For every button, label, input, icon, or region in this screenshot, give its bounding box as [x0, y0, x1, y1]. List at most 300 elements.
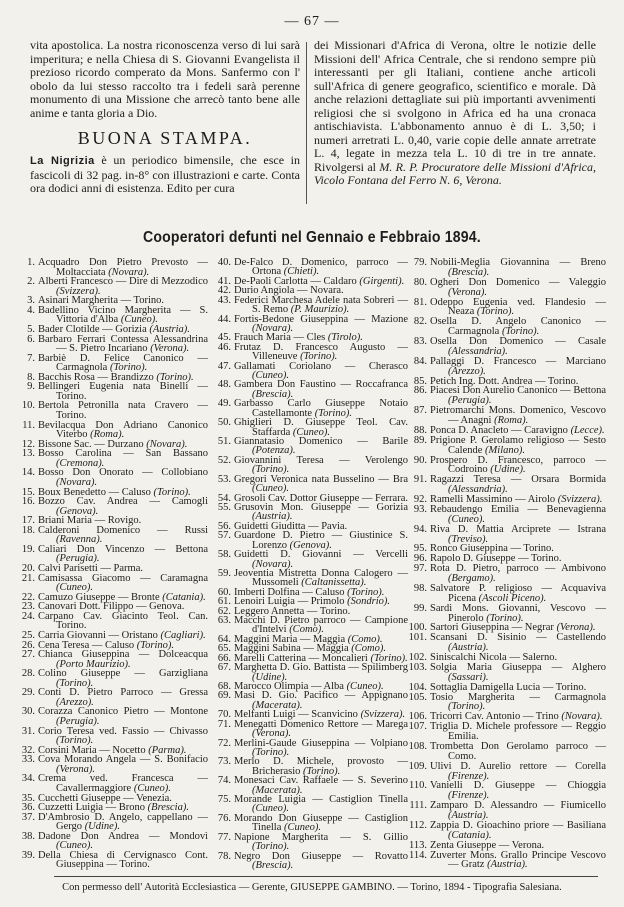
entry-name-place: Vanielli D. Giuseppe — Chioggia [430, 780, 606, 792]
entry-province: (Novara). [561, 711, 603, 723]
entry-name-place: Rapolo D. Giuseppe — Torino. [430, 553, 562, 565]
obituary-entry [212, 456, 408, 475]
entry-name-place: Bissone Sac. — Durzano [38, 438, 144, 450]
entry-name-place: Calvi Parisetti — Parma. [38, 563, 143, 574]
entry-province: (Verona). [448, 286, 487, 298]
entry-province: (Austria). [448, 810, 489, 821]
entry-number: 58. [217, 549, 231, 561]
obituary-entry [16, 401, 208, 420]
entry-province: (Torino). [476, 306, 515, 318]
obituary-entry [16, 755, 208, 774]
entry-name-place: Odeppo Eugenia ved. Flandesio — Neaza [430, 296, 606, 318]
entry-province: (Svizzera). [557, 494, 603, 505]
entry-name-place: Prigione P. Gerolamo religioso — Sesto Calende [430, 434, 606, 456]
entry-province: (Como). [351, 643, 386, 655]
entry-number: 8. [27, 371, 35, 383]
entry-province: (Perugia). [56, 716, 100, 727]
entry-number: 16. [21, 496, 35, 508]
entry-name-place: Masi D. Gio. Pacifico — Appignano [234, 690, 408, 702]
entry-number: 71. [217, 718, 231, 730]
obituary-entry [16, 832, 208, 851]
entry-province: (Cuneo). [120, 314, 158, 326]
nigrizia-text-continued: dei Missionari d'Africa di Verona, oltre le notizie delle Missioni dell' Africa Centrale, che si rendono sempre più interessanti per gli Italiani, contiene anche articoli sull'Africa di genere geografico, scientifico e morale. Dà anche relazioni dettagliate sui più importanti avvenimenti religiosi che si svolgono in Africa ed ha una cronaca antischiavista. L'abbonamento annuo è di L. 3,50; i numeri arretrati L. 0,40, varie copie delle annate arretrate L. 4, legate in mezza tela L. 10 di tre in tre annate. Rivolgersi al [314, 38, 596, 174]
entry-province: (Torino). [486, 612, 524, 624]
entry-number: 49. [217, 398, 231, 410]
entry-province: (Cuneo). [252, 370, 290, 382]
entry-number: 41. [217, 275, 231, 287]
obituary-entry [16, 449, 208, 468]
entry-name-place: Osella Don Domenico — Casale [430, 336, 606, 347]
entry-name-place: Marocco Olimpia — Alba [234, 680, 344, 692]
entry-number: 17. [21, 515, 35, 527]
entry-province: (Alessandria). [448, 345, 508, 357]
entry-name-place: Corsini Maria — Nocetto [38, 744, 146, 756]
entry-name-place: Nobili-Meglia Giovannina — Breno [430, 257, 606, 268]
entry-name-place: Giovannini Teresa — Verolengo [234, 454, 408, 466]
obituary-entry [408, 801, 606, 821]
obituary-entry [408, 851, 606, 871]
entry-number: 84. [413, 355, 427, 367]
buona-stampa-heading: BUONA STAMPA. [77, 128, 253, 148]
entry-number: 19. [21, 543, 35, 555]
entry-name-place: Guardone D. Pietro — Giustinice S. Lorenzo [234, 530, 408, 551]
entry-name-place: Crema ved. Francesca — Cavallermaggiore [38, 773, 208, 794]
entry-province: (Lecce). [570, 424, 605, 436]
nigrizia-paragraph [30, 154, 300, 196]
entry-number: 48. [217, 379, 231, 391]
entry-number: 4. [27, 304, 35, 316]
entry-number: 54. [217, 492, 231, 504]
obituary-entry [16, 545, 208, 564]
entry-name-place: Durio Angiola — Novara. [234, 285, 344, 297]
entry-number: 20. [21, 563, 35, 574]
entry-name-place: Sartori Giuseppina — Negrar [430, 622, 554, 634]
entry-name-place: Colino Giuseppe — Garzigliana [38, 668, 208, 680]
obituary-entry [408, 406, 606, 426]
entry-province: (Torino). [300, 351, 338, 363]
entry-province: (Verona). [556, 622, 596, 634]
entry-number: 78. [217, 850, 231, 862]
entry-province: (Cuneo). [56, 840, 94, 852]
entry-province: (Firenze). [448, 770, 490, 782]
obituary-entry [16, 813, 208, 832]
obituary-entry [212, 852, 408, 871]
entry-name-place: Scansani D. Sisinio — Castellendo [430, 632, 606, 644]
entry-province: (Torino). [153, 486, 191, 498]
obituary-entry [16, 669, 208, 688]
entry-number: 14. [21, 467, 35, 479]
entry-number: 5. [27, 323, 35, 335]
entry-number: 104. [408, 681, 427, 693]
obituary-entry [16, 526, 208, 545]
entry-number: 24. [21, 610, 35, 622]
entry-name-place: Ragazzi Teresa — Orsara Bormida [430, 474, 606, 486]
entry-name-place: Asinari Margherita — Torino. [38, 295, 165, 307]
entry-name-place: Sottaglia Damigella Lucia — Torino. [430, 681, 587, 693]
obituary-entry [212, 258, 408, 277]
entry-province: (Catania). [162, 591, 206, 603]
obituary-entry [212, 296, 408, 315]
entry-province: (Torino). [56, 735, 94, 747]
footer-rule [54, 876, 598, 877]
entry-number: 2. [27, 276, 35, 288]
entry-name-place: Zappia D. Gioachino priore — Basiliana [430, 819, 606, 831]
obituary-entry [212, 795, 408, 814]
entry-province: (Austria). [448, 642, 489, 654]
obituary-entry [212, 399, 408, 418]
entry-name-place: De-Falco D. Domenico, parroco — Ortona [234, 257, 408, 278]
obituary-entry [408, 436, 606, 456]
entry-province: (Como). [289, 624, 324, 636]
entry-province: (Novara). [108, 266, 150, 278]
entry-number: 22. [21, 591, 35, 603]
entry-number: 27. [21, 649, 35, 661]
entry-name-place: Macchi D. Pietro parroco — Campione d'Intelvi [234, 615, 408, 636]
entry-number: 112. [409, 819, 427, 831]
entry-number: 77. [217, 831, 231, 843]
entry-number: 68. [217, 680, 231, 692]
entry-name-place: Cova Morando Angela — S. Bonifacio [38, 754, 208, 766]
entry-number: 42. [217, 285, 231, 297]
entry-number: 88. [413, 424, 427, 436]
entry-number: 3. [27, 295, 35, 307]
entry-number: 100. [408, 622, 427, 634]
obituary-column [16, 258, 208, 870]
obituary-entry [16, 354, 208, 373]
entry-name-place: Bosso Carolina — San Bassano [38, 448, 208, 460]
entry-number: 56. [217, 520, 231, 532]
entry-number: 69. [217, 690, 231, 702]
entry-province: (Roma). [494, 415, 529, 426]
entry-number: 28. [21, 668, 35, 680]
entry-province: (Cuneo). [284, 822, 322, 834]
entry-province: (Sassari). [448, 671, 489, 683]
entry-name-place: Cuzzetti Luigia — Brono [38, 802, 146, 814]
entry-number: 101. [408, 632, 427, 644]
entry-name-place: Bosso Don Onorato — Collobiano [38, 467, 208, 479]
entry-name-place: Badellino Vicino Margherita — S. Vittoria d'Alba [38, 304, 208, 326]
entry-name-place: Bertola Petronilla nata Cravero — Torino. [38, 400, 208, 421]
entry-name-place: Salvatore P. religioso — Acquaviva Picena [430, 582, 606, 604]
entry-province: (Bergamo). [448, 573, 496, 584]
entry-number: 63. [217, 615, 231, 627]
entry-number: 90. [413, 454, 427, 466]
obituary-entry [212, 569, 408, 588]
obituary-entry [16, 277, 208, 296]
obituary-entry [212, 475, 408, 494]
entry-number: 94. [413, 523, 427, 535]
entry-number: 7. [27, 352, 35, 364]
obituary-entry [16, 727, 208, 746]
entry-number: 113. [409, 839, 427, 851]
obituary-entry [408, 386, 606, 406]
entry-province: (Ascoli Piceno). [478, 592, 547, 604]
obituary-entry [16, 382, 208, 401]
entry-number: 32. [21, 744, 35, 756]
obituary-entry [212, 380, 408, 399]
entry-number: 109. [408, 760, 427, 772]
entry-name-place: Calderoni Domenico — Russi [38, 524, 208, 536]
obituary-column [212, 258, 408, 870]
entry-number: 92. [413, 494, 427, 505]
entry-name-place: Morande Luigia — Castiglion Tinella [234, 794, 408, 806]
entry-province: (Verona). [252, 728, 291, 740]
entry-province: (Cuneo). [252, 803, 290, 815]
entry-name-place: Maggini Sabina — Maggia [234, 643, 349, 655]
entry-name-place: Petich Ing. Dott. Andrea — Torino. [430, 375, 579, 387]
entry-province: (Perugia). [56, 553, 100, 565]
entry-name-place: Marelli Catterina — Moncalieri [234, 652, 368, 664]
page-number: — 67 — [284, 14, 340, 29]
entry-province: (Treviso). [448, 533, 489, 545]
entry-name-place: Cucchetti Giuseppe — Venezia. [38, 792, 172, 804]
entry-province: (Svizzera). [360, 709, 406, 721]
entry-province: (Torino). [347, 586, 385, 598]
entry-province: (Torino). [56, 677, 94, 689]
entry-name-place: Della Chiesa di Cervignasco Cont. Giuseppina — Torino. [38, 849, 208, 871]
entry-name-place: Osella D. Angelo Canonico — Carmagnola [430, 316, 606, 338]
nigrizia-paragraph-continued [314, 39, 596, 188]
entry-number: 91. [413, 474, 427, 486]
entry-number: 114. [409, 849, 427, 861]
entry-name-place: Rebaudengo Emilia — Benevagienna [430, 503, 606, 515]
entry-number: 40. [217, 257, 231, 268]
entry-number: 11. [22, 419, 35, 431]
entry-province: (Torino). [314, 407, 352, 419]
obituary-entry [212, 362, 408, 381]
entry-name-place: Acquadro Don Pietro Prevosto — Moltacciata [38, 257, 208, 278]
entry-number: 87. [413, 405, 427, 417]
entry-number: 31. [21, 725, 35, 737]
entry-number: 108. [408, 740, 427, 752]
entry-province: (Girgenti). [359, 275, 405, 287]
entry-province: (Torino). [109, 362, 148, 374]
entry-province: (Novara). [252, 558, 294, 570]
entry-province: (Torino). [303, 765, 341, 777]
entry-number: 38. [21, 830, 35, 842]
entry-name-place: Melfanti Luigi — Scanvicino [234, 709, 358, 721]
entry-name-place: Chianca Giuseppina — Dolceacqua [38, 649, 208, 661]
entry-province: (Arezzo). [56, 696, 94, 708]
obituary-entry [212, 418, 408, 437]
obituary-entry [16, 707, 208, 726]
entry-number: 67. [217, 662, 231, 674]
entry-province: (Torino). [252, 841, 290, 853]
obituary-entry [408, 722, 606, 742]
entry-number: 105. [408, 691, 427, 703]
entry-province: (Torino). [156, 371, 194, 383]
entry-name-place: Grusovin Mon. Giuseppe — Gorizia [234, 501, 408, 513]
entry-province: (Roma). [90, 429, 125, 441]
obituary-entry [408, 278, 606, 298]
procurator-address: M. R. P. Procuratore delle Missioni d'Africa, Vicolo Fontana del Ferro N. 6, Verona. [314, 159, 596, 187]
entry-name-place: Guidetti Giuditta — Pavia. [234, 520, 348, 532]
entry-name-place: Solgia Maria Giuseppa — Alghero [430, 661, 606, 673]
entry-name-place: Ghiglieri D. Giuseppe Teol. Cav. Staffarda [234, 417, 408, 438]
entry-number: 93. [413, 503, 427, 515]
entry-name-place: Monesaci Cav. Raffaele — S. Severino [234, 775, 408, 787]
entry-name-place: Fortis-Bedone Giuseppina — Mazione [234, 313, 408, 325]
obituary-entry [16, 497, 208, 516]
entry-name-place: Pietromarchi Mons. Domenico, Vescovo — Anagni [430, 405, 606, 426]
entry-number: 110. [409, 780, 427, 792]
entry-name-place: Tricorri Cav. Antonio — Trino [430, 711, 559, 723]
entry-number: 107. [408, 721, 427, 733]
obituary-entry [408, 604, 606, 624]
entry-name-place: Barbaro Ferrari Contessa Alessandrina — S. Pietro Incariano [38, 333, 208, 355]
entry-number: 98. [413, 582, 427, 594]
entry-name-place: Bellingeri Eugenia nata Binelli — Torino. [38, 381, 208, 402]
entry-number: 21. [21, 572, 35, 584]
entry-name-place: Trombetta Don Gerolamo parroco — Como. [430, 740, 606, 762]
entry-name-place: Caliari Don Vincenzo — Bettona [38, 543, 208, 555]
entry-number: 51. [217, 436, 231, 448]
entry-number: 85. [413, 375, 427, 387]
entry-province: (Porto Maurizio). [56, 658, 131, 670]
entry-number: 12. [21, 438, 35, 450]
obituary-entry [408, 633, 606, 653]
obituary-entry [408, 337, 606, 357]
obituary-entry [16, 650, 208, 669]
entry-province: (Austria). [149, 323, 190, 335]
obituary-entry [16, 468, 208, 487]
entry-number: 65. [217, 643, 231, 655]
entry-name-place: Dadone Don Andrea — Mondovì [38, 830, 208, 842]
entry-province: (Cuneo). [448, 513, 486, 525]
entry-number: 47. [217, 360, 231, 372]
entry-province: (Chieti). [283, 266, 320, 278]
entry-name-place: Morando Don Giuseppe — Castiglion Tinella [234, 812, 408, 834]
entry-number: 111. [409, 800, 427, 812]
obituary-entry [16, 306, 208, 325]
obituary-entry [212, 531, 408, 550]
entry-name-place: Maggini Maria — Maggia [234, 633, 346, 645]
entry-province: (Torino). [370, 652, 408, 664]
entry-province: (Brescia). [252, 388, 294, 400]
entry-number: 64. [217, 633, 231, 645]
entry-province: (Parma). [148, 744, 187, 756]
entry-number: 33. [21, 754, 35, 766]
entry-name-place: Gallamati Coriolano — Cherasco [234, 360, 408, 372]
entry-number: 45. [217, 332, 231, 344]
entry-name-place: Triglia D. Michele professore — Reggio Emilia. [430, 721, 606, 742]
entry-province: (Potenza). [252, 445, 296, 457]
obituary-entry [212, 720, 408, 739]
obituary-entry [212, 814, 408, 833]
entry-name-place: Merlini-Gaude Giuseppina — Volpiano [234, 737, 408, 749]
obituary-entry [408, 564, 606, 584]
entry-province: (Arezzo). [448, 365, 486, 377]
entry-province: (Macerata). [252, 699, 303, 711]
obituary-entry [408, 525, 606, 545]
entry-name-place: Bevilacqua Don Adriano Canonico Viterbo [38, 419, 208, 441]
obituary-entry [212, 776, 408, 795]
entry-name-place: Carpano Cav. Giacinto Teol. Can. Torino. [38, 610, 208, 632]
entry-province: (Udine). [490, 464, 526, 476]
entry-number: 29. [21, 687, 35, 699]
entry-province: (Sondrio). [347, 596, 391, 608]
entry-number: 26. [21, 639, 35, 651]
entry-name-place: Frauch Maria — Cles [234, 332, 326, 344]
obituary-entry [16, 421, 208, 440]
entry-name-place: Camisassa Giacomo — Caramagna [38, 572, 208, 584]
entry-name-place: Guidetti D. Giovanni — Vercelli [234, 549, 408, 561]
entry-number: 72. [217, 737, 231, 749]
obituary-entry [408, 475, 606, 495]
obituary-entry [408, 317, 606, 337]
entry-province: (Cremona). [56, 457, 105, 469]
entry-number: 9. [27, 381, 35, 393]
entry-number: 89. [413, 434, 427, 446]
entry-number: 55. [217, 501, 231, 513]
entry-number: 43. [217, 294, 231, 306]
entry-province: (Brescia). [448, 266, 490, 278]
entry-province: (Cuneo). [346, 680, 384, 692]
entry-name-place: Riva D. Mattia Arciprete — Istrana [430, 523, 606, 535]
entry-number: 106. [408, 711, 427, 723]
entry-number: 95. [413, 543, 427, 555]
obituary-entry [408, 762, 606, 782]
obituary-entry [212, 343, 408, 362]
entry-number: 1. [27, 257, 35, 268]
entry-name-place: Zenta Giuseppe — Verona. [430, 839, 545, 851]
obituary-entry [212, 663, 408, 682]
obituary-column [408, 258, 606, 870]
entry-number: 59. [217, 567, 231, 579]
article-paragraph: vita apostolica. La nostra riconoscenza verso di lui sarà imperitura; e nella Chiesa di S. Giovanni Evangelista il prezioso ricordo comperato da Mons. Sanfermo con l' obolo da lui stesso raccolto tra i fedeli sarà perenne monumento di una Missione che arrecò tanto bene alle anime e tanta gloria a Dio. [30, 38, 300, 120]
obituary-entry [212, 739, 408, 758]
entry-number: 103. [408, 661, 427, 673]
entry-number: 18. [21, 524, 35, 536]
nigrizia-text: è un periodico bimensile, che esce in fascicoli di 32 pag. in-8° con illustrazioni e carte. Conta ora dodici anni di esistenza. Edito per cura [30, 153, 301, 195]
entry-province: (Brescia). [147, 802, 189, 814]
entry-province: (P. Maurizio). [290, 304, 350, 316]
article-column-left [30, 39, 300, 196]
entry-name-place: Tosio Margherita — Carmagnola [430, 691, 606, 703]
entry-province: (Torino). [448, 701, 486, 713]
entry-province: (Milano). [485, 444, 525, 456]
obituary-entry [408, 821, 606, 841]
obituary-title-wrap [0, 229, 624, 247]
entry-number: 80. [413, 276, 427, 288]
entry-name-place: Bacchis Rosa — Brandizzo [38, 371, 154, 383]
entry-number: 97. [413, 563, 427, 575]
entry-number: 74. [217, 775, 231, 787]
entry-number: 6. [27, 333, 35, 345]
entry-number: 13. [21, 448, 35, 460]
entry-province: (Svizzera). [56, 285, 101, 297]
entry-province: (Torino). [252, 464, 290, 476]
entry-name-place: Barbiè D. Felice Canonico — Carmagnola [38, 352, 208, 374]
entry-name-place: Grosoli Cav. Dottor Giuseppe — Ferrara. [234, 492, 408, 504]
entry-number: 37. [21, 811, 35, 823]
entry-name-place: Garbasso Carlo Giuseppe Notaio Castellamonte [234, 398, 408, 419]
obituary-entry [212, 757, 408, 776]
entry-province: (Macerata). [252, 784, 303, 796]
entry-province: (Verona). [150, 343, 190, 355]
column-divider [306, 42, 307, 204]
entry-name-place: Ogheri Don Domenico — Valeggio [430, 276, 606, 288]
entry-province: (Genova). [289, 539, 332, 551]
entry-number: 23. [21, 601, 35, 613]
entry-number: 36. [21, 802, 35, 814]
obituary-entry [16, 612, 208, 631]
entry-province: (Cuneo). [56, 582, 94, 594]
entry-name-place: Lenoiri Luigia — Primolo [234, 596, 345, 608]
entry-name-place: Piacesi Don Aurelio Canonico — Bettona [430, 385, 606, 397]
entry-name-place: Sardi Mons. Giovanni, Vescovo — Pinerolo [430, 602, 606, 624]
entry-number: 66. [217, 652, 231, 664]
